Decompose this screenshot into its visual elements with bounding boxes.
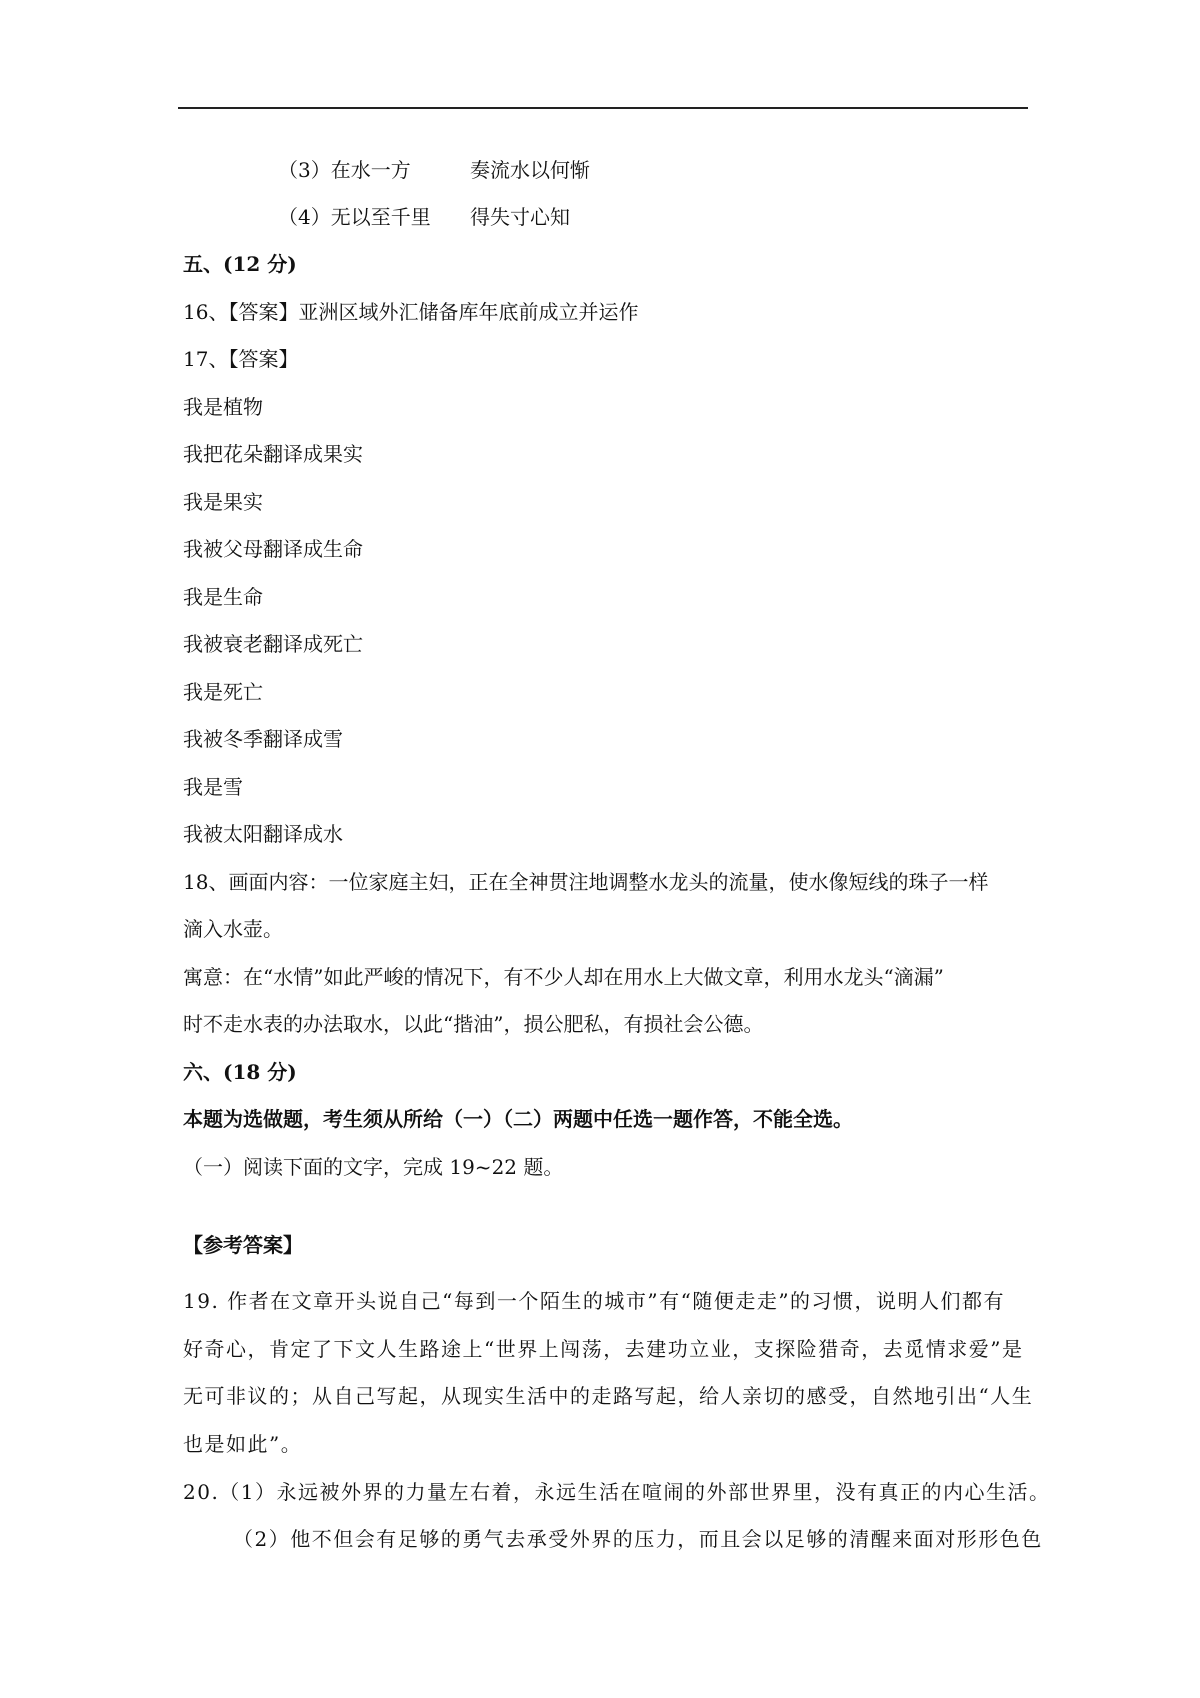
poem-line: 我被父母翻译成生命 [183,537,363,561]
poem-line: 我被衰老翻译成死亡 [183,632,363,656]
poem-line: 我把花朵翻译成果实 [183,442,363,466]
answer-20-line: 20.（1）永远被外界的力量左右着，永远生活在喧闹的外部世界里，没有真正的内心生活。 [183,1480,1051,1504]
reading-instruction: （一）阅读下面的文字，完成 19~22 题。 [183,1155,564,1179]
answer-18-line: 18、画面内容：一位家庭主妇，正在全神贯注地调整水龙头的流量，使水像短线的珠子一样 [183,870,989,894]
answer-line-3-left: （3）在水一方 [278,158,411,182]
answer-18-line: 寓意：在“水情”如此严峻的情况下，有不少人却在用水上大做文章，利用水龙头“滴漏” [183,965,944,989]
reference-answer-heading: 【参考答案】 [183,1233,303,1257]
section-heading-6: 六、(18 分) [183,1060,297,1084]
answer-line-4 [278,204,570,230]
poem-line: 我被太阳翻译成水 [183,822,343,846]
answer-18-line: 滴入水壶。 [183,917,283,941]
answer-19-line: 19. 作者在文章开头说自己“每到一个陌生的城市”有“随便走走”的习惯，说明人们都有 [183,1289,1006,1313]
answer-line-3 [278,157,590,183]
poem-line: 我是死亡 [183,680,263,704]
answer-18-line: 时不走水表的办法取水，以此“揩油”，损公肥私，有损社会公德。 [183,1012,764,1036]
poem-line: 我是植物 [183,395,263,419]
answer-17-label: 17、【答案】 [183,347,299,371]
poem-line: 我是生命 [183,585,263,609]
elective-instruction: 本题为选做题，考生须从所给（一）（二）两题中任选一题作答，不能全选。 [183,1107,853,1131]
answer-line-4-left: （4）无以至千里 [278,205,431,229]
answer-19-line: 也是如此”。 [183,1432,303,1456]
answer-line-3-right: 奏流水以何惭 [470,158,590,182]
answer-line-4-right: 得失寸心知 [470,205,570,229]
header-rule [178,107,1028,109]
section-heading-5: 五、(12 分) [183,252,297,276]
poem-line: 我是雪 [183,775,243,799]
poem-line: 我被冬季翻译成雪 [183,727,343,751]
poem-line: 我是果实 [183,490,263,514]
answer-16: 16、【答案】亚洲区域外汇储备库年底前成立并运作 [183,300,639,324]
answer-19-line: 好奇心，肯定了下文人生路途上“世界上闯荡，去建功立业，支探险猎奇，去觅情求爱”是 [183,1337,1024,1361]
answer-20-line: （2）他不但会有足够的勇气去承受外界的压力，而且会以足够的清醒来面对形形色色 [233,1527,1043,1551]
answer-19-line: 无可非议的；从自己写起，从现实生活中的走路写起，给人亲切的感受，自然地引出“人生 [183,1384,1034,1408]
